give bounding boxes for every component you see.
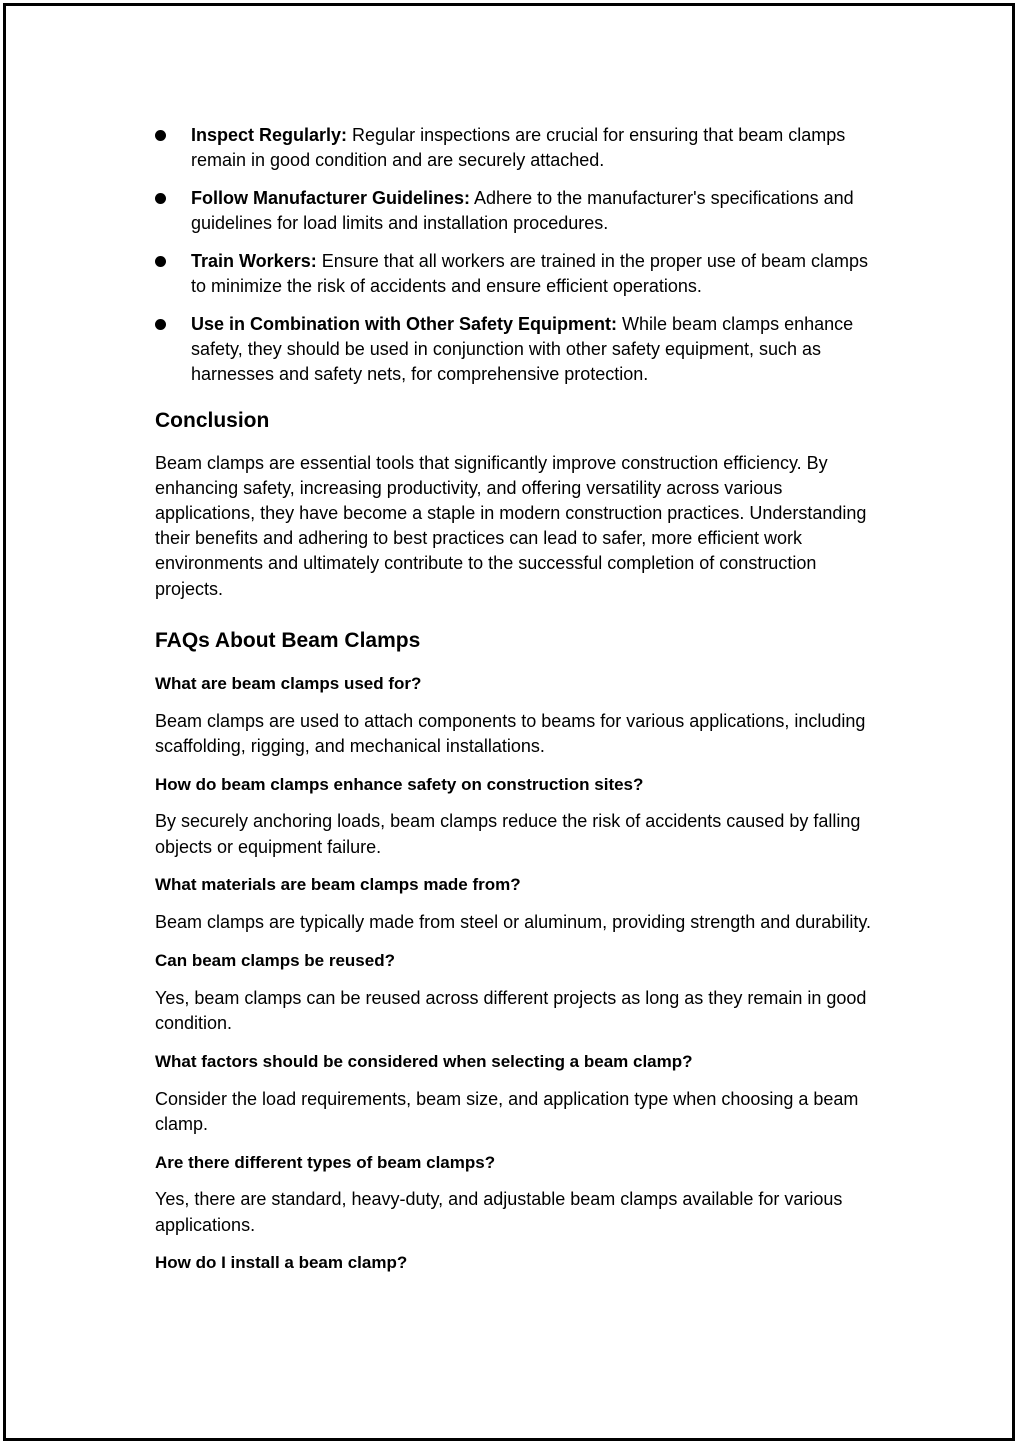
list-item xyxy=(155,123,875,173)
bullet-title: Train Workers: xyxy=(191,251,317,271)
faq-list xyxy=(155,671,875,1276)
bullet-text: Ensure that all workers are trained in the proper use of beam clamps to minimize the risk of accidents and ensure efficient operations. xyxy=(191,251,868,297)
faq-question: Can beam clamps be reused? xyxy=(155,951,395,971)
best-practices-list xyxy=(155,123,875,388)
faq-question: What factors should be considered when selecting a beam clamp? xyxy=(155,1051,693,1071)
faq-question: How do beam clamps enhance safety on construction sites? xyxy=(155,774,644,794)
bullet-title: Follow Manufacturer Guidelines: xyxy=(191,188,471,208)
document-content xyxy=(155,123,875,1288)
bullet-title: Use in Combination with Other Safety Equipment: xyxy=(191,314,618,334)
faq-question: What materials are beam clamps made from? xyxy=(155,875,521,895)
faq-answer: Yes, there are standard, heavy-duty, and adjustable beam clamps available for various applications. xyxy=(155,1189,843,1235)
faq-answer: By securely anchoring loads, beam clamps reduce the risk of accidents caused by falling objects or equipment failure. xyxy=(155,811,861,857)
bullet-text: Adhere to the manufacturer's specifications and guidelines for load limits and installation procedures. xyxy=(191,188,854,234)
bullet-text: While beam clamps enhance safety, they should be used in conjunction with other safety equipment, such as harnesses and safety nets, for comprehensive protection. xyxy=(191,314,854,385)
bullet-icon xyxy=(155,193,166,204)
faq-answer: Yes, beam clamps can be reused across different projects as long as they remain in good condition. xyxy=(155,987,867,1034)
faq-answer: Consider the load requirements, beam size, and application type when choosing a beam clamp. xyxy=(155,1088,859,1134)
bullet-icon xyxy=(155,130,166,141)
conclusion-paragraph: Beam clamps are essential tools that significantly improve construction efficiency. By enhancing safety, increasing productivity, and offering versatility across various applications, they have become a staple in modern construction practices. Understanding their benefits and adhering to best practices can lead to safer, more efficient work environments and ultimately contribute to the successful completion of construction projects. xyxy=(155,452,867,599)
list-item xyxy=(155,312,875,388)
faqs-heading: FAQs About Beam Clamps xyxy=(155,628,421,652)
faq-answer: Beam clamps are used to attach components to beams for various applications, including scaffolding, rigging, and mechanical installations. xyxy=(155,710,866,756)
bullet-icon xyxy=(155,319,166,330)
list-item xyxy=(155,249,875,299)
faq-question: How do I install a beam clamp? xyxy=(155,1253,408,1273)
faq-answer: Beam clamps are typically made from steel or aluminum, providing strength and durability. xyxy=(155,912,871,933)
conclusion-heading: Conclusion xyxy=(155,408,270,432)
list-item xyxy=(155,186,875,236)
faq-question: What are beam clamps used for? xyxy=(155,673,422,693)
bullet-text: Regular inspections are crucial for ensuring that beam clamps remain in good condition and are securely attached. xyxy=(191,125,846,171)
bullet-icon xyxy=(155,256,166,267)
bullet-title: Inspect Regularly: xyxy=(191,125,348,145)
faq-question: Are there different types of beam clamps? xyxy=(155,1152,496,1172)
